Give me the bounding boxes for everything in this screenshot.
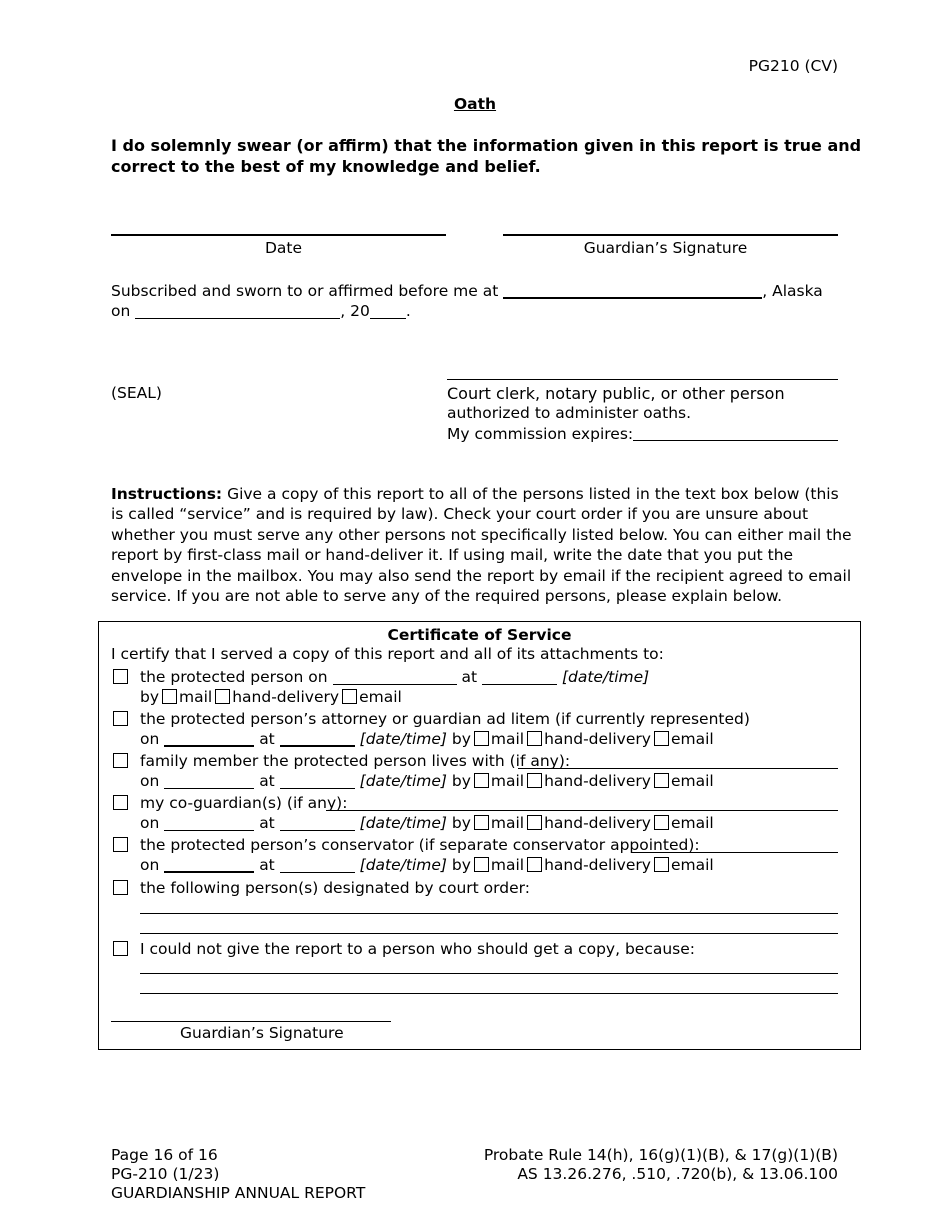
by-label: by	[451, 814, 471, 832]
location-field[interactable]	[503, 282, 762, 299]
seal-label: (SEAL)	[111, 384, 162, 402]
item-conservator: the protected person’s conservator (if separate conservator appointed):	[140, 836, 700, 854]
signature-label: Guardian’s Signature	[583, 239, 748, 257]
mail-label: mail	[490, 814, 525, 832]
time-field[interactable]	[280, 815, 355, 831]
item-could-not-serve: I could not give the report to a person who should get a copy, because:	[140, 940, 696, 958]
item-family-member: family member the protected person lives with (if any):	[140, 752, 571, 770]
mail-label: mail	[490, 856, 525, 874]
mail-checkbox[interactable]	[162, 689, 177, 704]
year-suffix: .	[405, 302, 411, 320]
mail-checkbox[interactable]	[474, 857, 489, 872]
delivery-method-row	[140, 688, 402, 706]
certificate-signature-label: Guardian’s Signature	[180, 1024, 344, 1042]
could-not-serve-checkbox[interactable]	[113, 941, 128, 956]
mail-checkbox[interactable]	[474, 731, 489, 746]
co-guardian-name-field[interactable]	[326, 810, 838, 811]
sworn-date-field[interactable]	[135, 303, 340, 319]
court-order-checkbox[interactable]	[113, 880, 128, 895]
co-guardian-checkbox[interactable]	[113, 795, 128, 810]
email-label: email	[670, 772, 714, 790]
instructions-line: whether you must serve any other persons not specifically listed below. You can either mail the	[111, 526, 852, 544]
at-label: at	[259, 730, 275, 748]
clerk-label-line2: authorized to administer oaths.	[447, 404, 692, 422]
hand-delivery-label: hand-delivery	[544, 856, 651, 874]
email-checkbox[interactable]	[654, 815, 669, 830]
item-attorney: the protected person’s attorney or guardian ad litem (if currently represented)	[140, 710, 750, 728]
email-label: email	[670, 856, 714, 874]
date-field[interactable]	[333, 669, 457, 685]
mail-label: mail	[179, 688, 213, 706]
conservator-name-field[interactable]	[632, 852, 838, 853]
instructions-line: report by first-class mail or hand-deliver it. If using mail, write the date that you put the	[111, 546, 794, 564]
instructions-text: Give a copy of this report to all of the persons listed in the text box below (this	[222, 485, 839, 503]
time-field[interactable]	[280, 773, 355, 789]
footer-statute: AS 13.26.276, .510, .720(b), & 13.06.100	[517, 1165, 838, 1183]
date-time-hint: [date/time]	[359, 856, 447, 874]
date-time-hint: [date/time]	[561, 668, 650, 686]
date-time-hint: [date/time]	[359, 730, 447, 748]
service-detail-row	[140, 856, 714, 874]
instructions-line: service. If you are not able to serve any of the required persons, please explain below.	[111, 587, 783, 605]
hand-delivery-checkbox[interactable]	[527, 815, 542, 830]
family-member-name-field[interactable]	[518, 768, 838, 769]
protected-person-checkbox[interactable]	[113, 669, 128, 684]
conservator-checkbox[interactable]	[113, 837, 128, 852]
on-label: on	[140, 772, 160, 790]
oath-statement-line: I do solemnly swear (or affirm) that the information given in this report is true and	[111, 136, 862, 155]
footer-form-version: PG-210 (1/23)	[111, 1165, 220, 1183]
hand-delivery-label: hand-delivery	[544, 772, 651, 790]
oath-statement-line: correct to the best of my knowledge and belief.	[111, 157, 541, 176]
subscribed-prefix: Subscribed and sworn to or affirmed before me at	[111, 282, 499, 300]
item-label: the protected person on	[140, 668, 328, 686]
mail-label: mail	[490, 772, 525, 790]
court-order-persons-field[interactable]	[140, 933, 838, 934]
hand-delivery-checkbox[interactable]	[215, 689, 230, 704]
commission-label: My commission expires:	[447, 425, 634, 443]
hand-delivery-checkbox[interactable]	[527, 731, 542, 746]
instructions-line: envelope in the mailbox. You may also send the report by email if the recipient agreed to email	[111, 567, 852, 585]
email-checkbox[interactable]	[654, 773, 669, 788]
reason-field[interactable]	[140, 993, 838, 994]
service-detail-row	[140, 814, 714, 832]
instructions-label: Instructions:	[111, 485, 223, 503]
oath-title: Oath	[453, 95, 497, 113]
item-court-order: the following person(s) designated by court order:	[140, 879, 530, 897]
date-field[interactable]	[164, 815, 254, 831]
certificate-signature-line[interactable]	[111, 1021, 391, 1022]
date-field[interactable]	[164, 773, 254, 789]
alaska-suffix: , Alaska	[762, 282, 823, 300]
at-label: at	[259, 814, 275, 832]
date-signature-line[interactable]	[111, 234, 446, 236]
subscribed-line	[111, 282, 823, 300]
family-member-checkbox[interactable]	[113, 753, 128, 768]
footer-page: Page 16 of 16	[111, 1146, 218, 1164]
date-field[interactable]	[164, 730, 254, 747]
email-label: email	[670, 814, 714, 832]
time-field[interactable]	[280, 857, 355, 873]
at-label: at	[259, 772, 275, 790]
date-label: Date	[264, 239, 303, 257]
on-label: on	[140, 856, 160, 874]
time-field[interactable]	[280, 730, 355, 747]
on-label: on	[111, 302, 131, 320]
footer-form-name: GUARDIANSHIP ANNUAL REPORT	[111, 1184, 366, 1202]
hand-delivery-label: hand-delivery	[544, 814, 651, 832]
instructions-line	[111, 485, 839, 503]
email-checkbox[interactable]	[342, 689, 357, 704]
item-protected-person	[140, 668, 649, 686]
time-field[interactable]	[482, 669, 557, 685]
email-checkbox[interactable]	[654, 731, 669, 746]
date-time-hint: [date/time]	[359, 814, 447, 832]
mail-label: mail	[490, 730, 525, 748]
date-field[interactable]	[164, 856, 254, 873]
item-co-guardian: my co-guardian(s) (if any):	[140, 794, 348, 812]
service-detail-row	[140, 730, 714, 748]
at-label: at	[461, 668, 478, 686]
year-field[interactable]	[370, 303, 406, 319]
clerk-label-line1: Court clerk, notary public, or other person	[447, 384, 785, 403]
service-detail-row	[140, 772, 714, 790]
at-label: at	[259, 856, 275, 874]
instructions-line: is called “service” and is required by law). Check your court order if you are unsure about	[111, 505, 809, 523]
on-label: on	[140, 814, 160, 832]
by-label: by	[451, 856, 471, 874]
by-label: by	[140, 688, 160, 706]
by-label: by	[451, 772, 471, 790]
hand-delivery-checkbox[interactable]	[527, 773, 542, 788]
date-time-hint: [date/time]	[359, 772, 447, 790]
by-label: by	[451, 730, 471, 748]
hand-delivery-label: hand-delivery	[544, 730, 651, 748]
hand-delivery-checkbox[interactable]	[527, 857, 542, 872]
on-label: on	[140, 730, 160, 748]
guardian-signature-line[interactable]	[503, 234, 838, 236]
email-label: email	[359, 688, 402, 706]
commission-expires-field[interactable]	[633, 440, 838, 441]
attorney-checkbox[interactable]	[113, 711, 128, 726]
mail-checkbox[interactable]	[474, 815, 489, 830]
form-code: PG210 (CV)	[748, 57, 838, 75]
footer-rule: Probate Rule 14(h), 16(g)(1)(B), & 17(g)(1)(B)	[483, 1146, 838, 1164]
court-order-persons-field[interactable]	[140, 913, 838, 914]
email-checkbox[interactable]	[654, 857, 669, 872]
mail-checkbox[interactable]	[474, 773, 489, 788]
on-date-line	[111, 302, 411, 320]
hand-delivery-label: hand-delivery	[232, 688, 340, 706]
reason-field[interactable]	[140, 973, 838, 974]
year-prefix: , 20	[340, 302, 370, 320]
email-label: email	[670, 730, 714, 748]
certificate-intro: I certify that I served a copy of this report and all of its attachments to:	[111, 645, 664, 663]
certificate-title: Certificate of Service	[387, 626, 572, 644]
clerk-signature-line[interactable]	[447, 379, 838, 380]
